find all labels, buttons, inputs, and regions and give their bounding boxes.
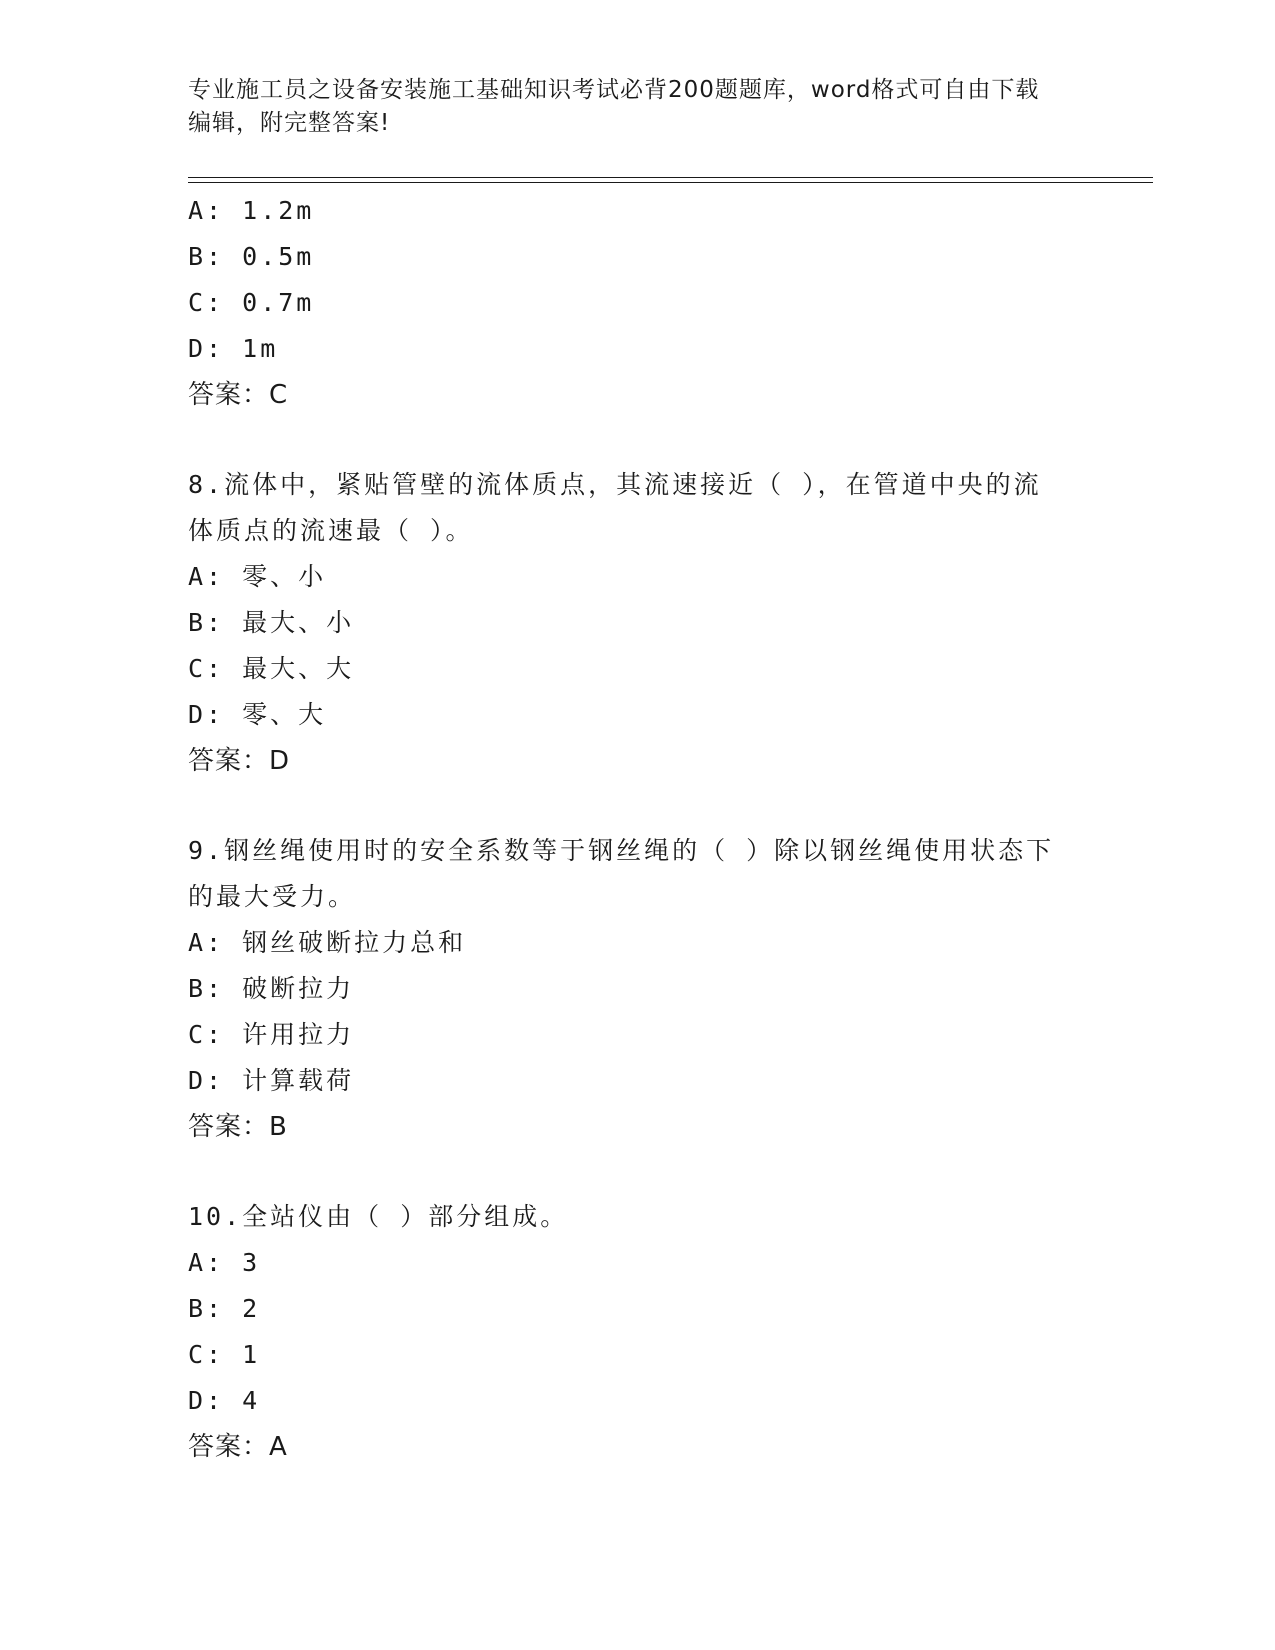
question-stem-line-1: 8.流体中，紧贴管壁的流体质点，其流速接近（ ），在管道中央的流: [188, 470, 1042, 499]
answer-line: 答案：D: [188, 746, 291, 776]
option-c: C: 最大、大: [188, 654, 355, 683]
question-stem-line-1: 10.全站仪由（ ）部分组成。: [188, 1202, 569, 1231]
option-b: B: 0.5m: [188, 242, 315, 271]
question-9: [188, 828, 1088, 1150]
question-stem-line-2: 的最大受力。: [188, 882, 357, 911]
question-7: [188, 188, 1088, 418]
answer-line: 答案：A: [188, 1432, 288, 1462]
option-a: A: 钢丝破断拉力总和: [188, 928, 467, 957]
header-line-2: 编辑，附完整答案!: [188, 110, 391, 136]
answer-line: 答案：C: [188, 380, 289, 410]
option-d: D: 计算载荷: [188, 1066, 355, 1095]
option-a: A: 3: [188, 1248, 261, 1277]
option-c: C: 1: [188, 1340, 261, 1369]
question-10: [188, 1194, 1088, 1470]
header-line-1: 专业施工员之设备安装施工基础知识考试必背200题题库，word格式可自由下载: [188, 77, 1040, 103]
option-d: D: 1m: [188, 334, 279, 363]
option-b: B: 最大、小: [188, 608, 355, 637]
option-b: B: 破断拉力: [188, 974, 355, 1003]
option-a: A: 1.2m: [188, 196, 315, 225]
question-stem-line-1: 9.钢丝绳使用时的安全系数等于钢丝绳的（ ）除以钢丝绳使用状态下: [188, 836, 1055, 865]
option-d: D: 4: [188, 1386, 261, 1415]
answer-line: 答案：B: [188, 1112, 288, 1142]
question-stem-line-2: 体质点的流速最（ ）。: [188, 516, 474, 545]
document-header: [188, 74, 1068, 140]
header-divider-top: [188, 177, 1153, 178]
question-list: [188, 188, 1088, 1470]
spacer: [188, 1150, 1088, 1194]
spacer: [188, 418, 1088, 462]
option-c: C: 0.7m: [188, 288, 315, 317]
question-8: [188, 462, 1088, 784]
option-d: D: 零、大: [188, 700, 327, 729]
option-c: C: 许用拉力: [188, 1020, 355, 1049]
header-divider-bottom: [188, 182, 1153, 183]
spacer: [188, 784, 1088, 828]
option-a: A: 零、小: [188, 562, 327, 591]
option-b: B: 2: [188, 1294, 261, 1323]
